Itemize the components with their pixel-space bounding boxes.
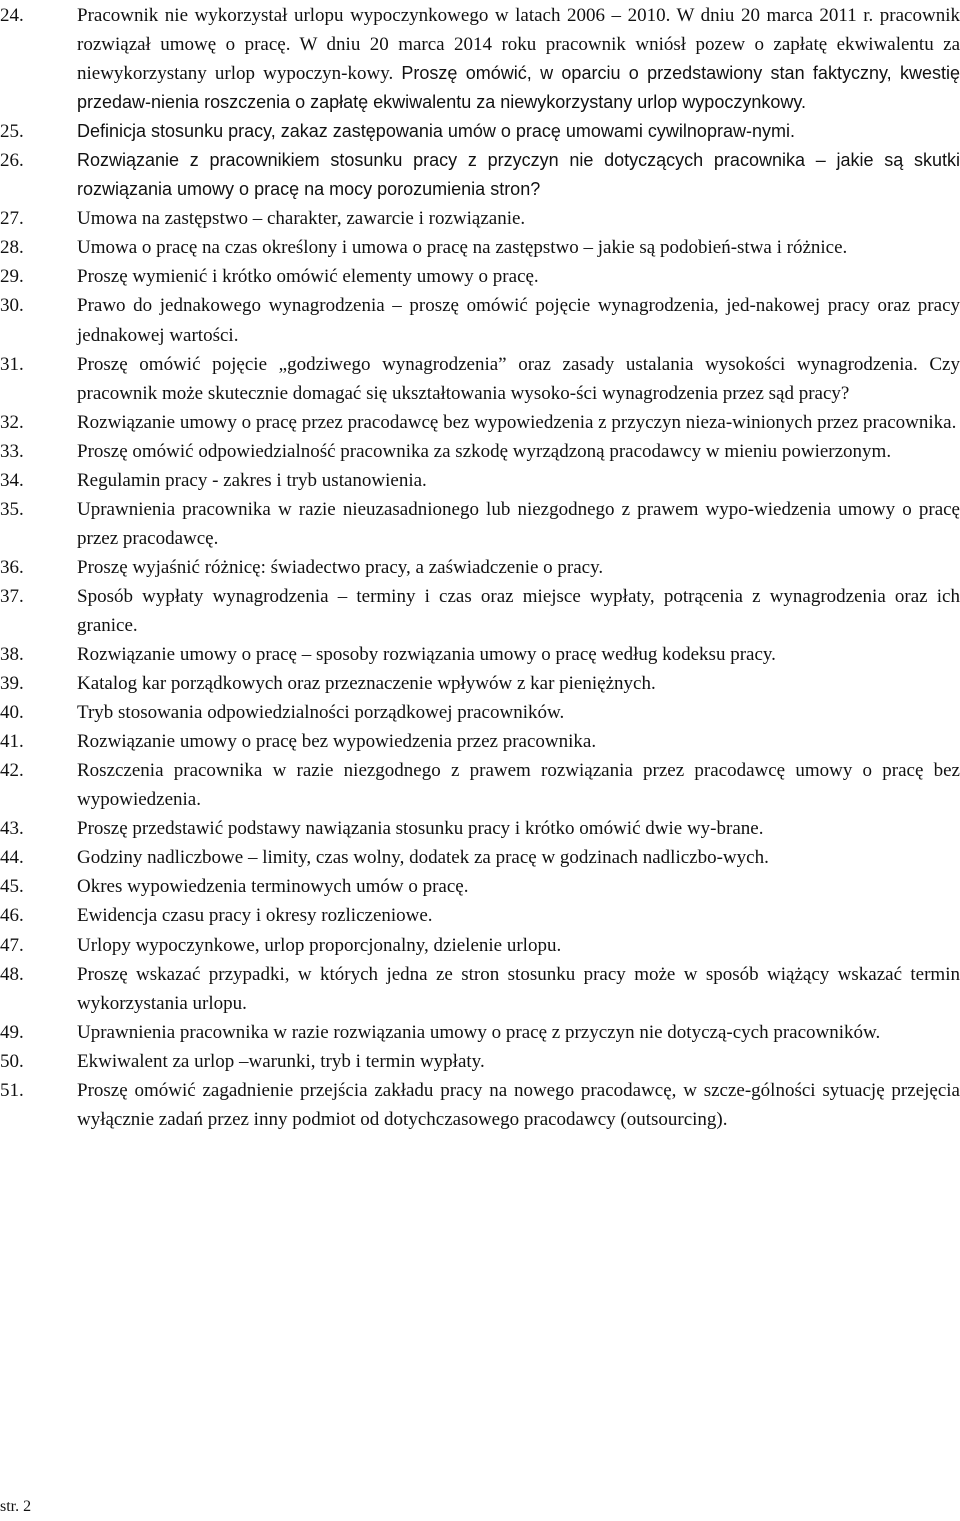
item-number: 41. [0,731,24,753]
item-text: Sposób wypłaty wynagrodzenia – terminy i czas oraz miejsce wypłaty, potrącenia z wynagrodzenia oraz ich granice. [77,585,960,636]
item-text: Uprawnienia pracownika w razie rozwiązania umowy o pracę z przyczyn nie dotyczą-cych pracowników. [77,1021,881,1043]
item-text [77,1,960,117]
item-number: 36. [0,556,24,578]
item-number: 31. [0,353,24,375]
item-text: Okres wypowiedzenia terminowych umów o pracę. [77,876,469,898]
item-number: 38. [0,644,24,666]
list-item [0,1047,960,1076]
item-number: 27. [0,208,24,230]
item-text: Proszę omówić pojęcie „godziwego wynagrodzenia” oraz zasady ustalania wysokości wynagrodzenia. Czy pracownik może skutecznie domagać się ukształtowania wysoko-ści wynagrodzenia przez sąd pracy? [77,353,960,404]
item-text: Roszczenia pracownika w razie niezgodnego z prawem rozwiązania przez pracodawcę umowy o pracę bez wypowiedzenia. [77,760,960,811]
item-text: Rozwiązanie z pracownikiem stosunku pracy z przyczyn nie dotyczących pracownika – jakie są skutki rozwiązania umowy o pracę na mocy porozumienia stron? [77,150,960,200]
item-number: 46. [0,905,24,927]
list-item [0,931,960,960]
item-text: Rozwiązanie umowy o pracę przez pracodawcę bez wypowiedzenia z przyczyn nieza-winionych przez pracownika. [77,411,957,433]
item-number: 28. [0,237,24,259]
item-text: Proszę wskazać przypadki, w których jedna ze stron stosunku pracy może w sposób wiążący wskazać termin wykorzystania urlopu. [77,963,960,1014]
list-item [0,582,960,640]
list-item [0,495,960,553]
item-number: 32. [0,411,24,433]
list-item [0,291,960,349]
item-text: Tryb stosowania odpowiedzialności porządkowej pracowników. [77,702,565,724]
item-text: Regulamin pracy - zakres i tryb ustanowienia. [77,469,427,491]
item-number: 40. [0,702,24,724]
item-number: 47. [0,934,24,956]
item-number: 29. [0,266,24,288]
item-text: Rozwiązanie umowy o pracę bez wypowiedzenia przez pracownika. [77,731,597,753]
item-text: Godziny nadliczbowe – limity, czas wolny, dodatek za pracę w godzinach nadliczbo-wych. [77,847,769,869]
list-item [0,553,960,582]
item-text: Umowa na zastępstwo – charakter, zawarcie i rozwiązanie. [77,208,526,230]
list-item [0,437,960,466]
item-text: Definicja stosunku pracy, zakaz zastępowania umów o pracę umowami cywilnopraw-nymi. [77,121,795,142]
list-item [0,117,960,146]
list-item [0,901,960,930]
item-number: 49. [0,1021,24,1043]
item-text: Ewidencja czasu pracy i okresy rozliczeniowe. [77,905,433,927]
item-number: 37. [0,585,24,607]
item-number: 24. [0,5,24,26]
list-item [0,350,960,408]
list-item [0,233,960,262]
list-item [0,756,960,814]
list-item [0,698,960,727]
list-item [0,960,960,1018]
item-text: Urlopy wypoczynkowe, urlop proporcjonalny, dzielenie urlopu. [77,934,562,956]
item-text: Proszę wyjaśnić różnicę: świadectwo pracy, a zaświadczenie o pracy. [77,556,604,578]
page-number: str. 2 [0,1498,32,1515]
item-number: 26. [0,150,24,172]
item-number: 45. [0,876,24,898]
item-number: 44. [0,847,24,869]
list-item [0,872,960,901]
item-number: 30. [0,295,24,317]
list-item [0,1,960,117]
item-number: 35. [0,498,24,520]
item-number: 34. [0,469,24,491]
list-item [0,640,960,669]
item-number: 33. [0,440,24,462]
item-text: Ekwiwalent za urlop –warunki, tryb i termin wypłaty. [77,1050,485,1072]
item-text: Proszę omówić odpowiedzialność pracownika za szkodę wyrządzoną pracodawcy w mieniu powierzonym. [77,440,892,462]
item-number: 42. [0,760,24,782]
list-item [0,204,960,233]
list-item [0,466,960,495]
list-item [0,1076,960,1134]
item-number: 51. [0,1079,24,1101]
item-text-serif: Pracownik nie wykorzystał urlopu wypoczynkowego w latach 2006 – 2010. W dniu 20 marca 2011 r. pracownik rozwiązał umowę o pracę. W dniu 20 marca 2014 roku pracownik wniósł pozew o zapłatę ekwiwalentu za niewykorzystany urlop wypoczyn-kowy. [77,5,960,85]
item-number: 43. [0,818,24,840]
item-text: Umowa o pracę na czas określony i umowa o pracę na zastępstwo – jakie są podobień-stwa i różnice. [77,237,848,259]
list-item [0,669,960,698]
item-number: 25. [0,121,24,143]
list-item [0,843,960,872]
list-item [0,262,960,291]
list-item [0,408,960,437]
item-number: 50. [0,1050,24,1072]
list-item [0,727,960,756]
item-text: Proszę wymienić i krótko omówić elementy umowy o pracę. [77,266,539,288]
item-text: Prawo do jednakowego wynagrodzenia – proszę omówić pojęcie wynagrodzenia, jed-nakowej pracy oraz pracy jednakowej wartości. [77,295,960,346]
item-text: Katalog kar porządkowych oraz przeznaczenie wpływów z kar pieniężnych. [77,673,656,695]
list-item [0,146,960,204]
item-number: 48. [0,963,24,985]
item-number: 39. [0,673,24,695]
list-item [0,814,960,843]
item-text-sans: Proszę omówić, w oparciu o przedstawiony stan faktyczny, kwestię przedaw-nienia roszczenia o zapłatę ekwiwalentu za niewykorzystany urlop wypoczynkowy. [77,63,960,113]
question-list [0,1,960,1134]
item-text: Proszę omówić zagadnienie przejścia zakładu pracy na nowego pracodawcę, w szcze-gólności sytuację przejęcia wyłącznie zadań przez inny podmiot od dotychczasowego pracodawcy (outsourcing). [77,1079,960,1130]
list-item [0,1018,960,1047]
item-text: Rozwiązanie umowy o pracę – sposoby rozwiązania umowy o pracę według kodeksu pracy. [77,644,776,666]
item-text: Proszę przedstawić podstawy nawiązania stosunku pracy i krótko omówić dwie wy-brane. [77,818,764,840]
item-text: Uprawnienia pracownika w razie nieuzasadnionego lub niezgodnego z prawem wypo-wiedzenia umowy o pracę przez pracodawcę. [77,498,960,549]
